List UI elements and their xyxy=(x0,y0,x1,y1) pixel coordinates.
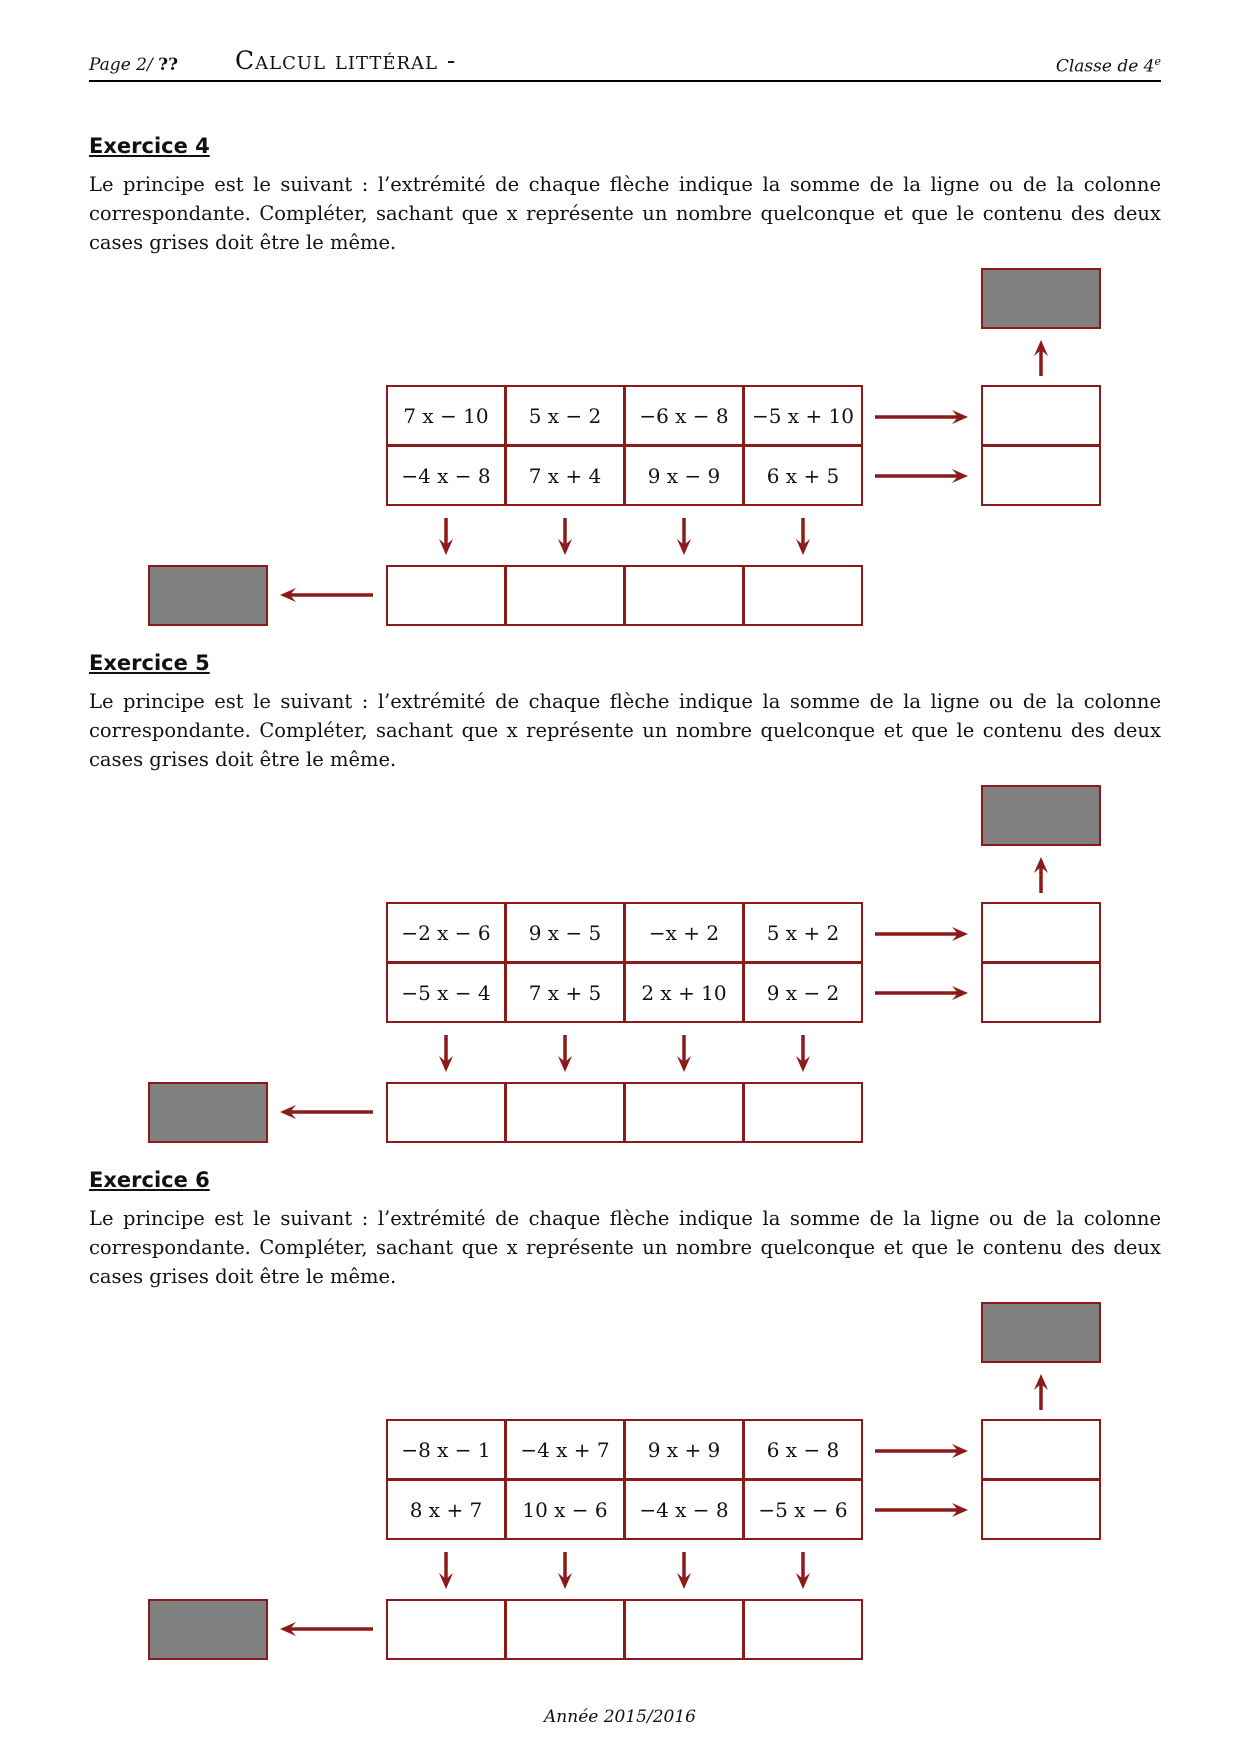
grid-cell: 7 x + 5 xyxy=(505,962,625,1023)
column-sum-cell[interactable] xyxy=(743,565,863,626)
grid-cell: −4 x + 7 xyxy=(505,1419,625,1480)
row-arrow xyxy=(865,983,978,1003)
column-sum-cell[interactable] xyxy=(505,1082,625,1143)
grid-cell: −6 x − 8 xyxy=(624,385,744,446)
row-sum-cell[interactable] xyxy=(981,445,1101,506)
grid-cell: 2 x + 10 xyxy=(624,962,744,1023)
grid-cell: −5 x + 10 xyxy=(743,385,863,446)
row-arrow xyxy=(865,924,978,944)
grid-cell: 8 x + 7 xyxy=(386,1479,506,1540)
gray-total-cell-top[interactable] xyxy=(981,785,1101,846)
row-arrow xyxy=(865,466,978,486)
exercise-title: Exercice 5 xyxy=(89,651,210,675)
column-arrow xyxy=(793,1542,813,1599)
sum-up-arrow xyxy=(1031,330,1051,386)
gray-total-cell-bottom[interactable] xyxy=(148,1599,268,1660)
grid-cell: −8 x − 1 xyxy=(386,1419,506,1480)
column-arrow xyxy=(793,508,813,565)
row-arrow xyxy=(865,407,978,427)
column-arrow xyxy=(793,1025,813,1082)
exercise-instructions: Le principe est le suivant : l’extrémité de chaque flèche indique la somme de la ligne ou de la colonne correspondante. Compléter, sachant que x représente un nombre quelconque et que le contenu des deux cases grises doit être le même. xyxy=(89,690,1161,771)
gray-total-cell-top[interactable] xyxy=(981,1302,1101,1363)
sum-left-arrow xyxy=(270,1619,383,1639)
column-arrow xyxy=(674,508,694,565)
grid-cell: 5 x + 2 xyxy=(743,902,863,963)
grid-cell: 7 x − 10 xyxy=(386,385,506,446)
column-sum-cell[interactable] xyxy=(386,1599,506,1660)
grid-cell: −4 x − 8 xyxy=(386,445,506,506)
row-sum-cell[interactable] xyxy=(981,385,1101,446)
grid-cell: −5 x − 6 xyxy=(743,1479,863,1540)
column-arrow xyxy=(555,508,575,565)
gray-total-cell-bottom[interactable] xyxy=(148,565,268,626)
row-arrow xyxy=(865,1441,978,1461)
document-title: Calcul littéral - xyxy=(235,46,457,75)
row-sum-cell[interactable] xyxy=(981,902,1101,963)
column-arrow xyxy=(555,1025,575,1082)
column-arrow xyxy=(436,1025,456,1082)
grid-cell: 9 x + 9 xyxy=(624,1419,744,1480)
column-sum-cell[interactable] xyxy=(624,1082,744,1143)
column-sum-cell[interactable] xyxy=(505,565,625,626)
gray-total-cell-top[interactable] xyxy=(981,268,1101,329)
exercise-title: Exercice 4 xyxy=(89,134,210,158)
sum-up-arrow xyxy=(1031,1364,1051,1420)
column-sum-cell[interactable] xyxy=(624,565,744,626)
exercise-instructions: Le principe est le suivant : l’extrémité de chaque flèche indique la somme de la ligne ou de la colonne correspondante. Compléter, sachant que x représente un nombre quelconque et que le contenu des deux cases grises doit être le même. xyxy=(89,1207,1161,1288)
grid-cell: 7 x + 4 xyxy=(505,445,625,506)
grid-cell: 5 x − 2 xyxy=(505,385,625,446)
page-header xyxy=(89,44,1161,82)
grid-cell: 6 x − 8 xyxy=(743,1419,863,1480)
exercise-instructions: Le principe est le suivant : l’extrémité de chaque flèche indique la somme de la ligne ou de la colonne correspondante. Compléter, sachant que x représente un nombre quelconque et que le contenu des deux cases grises doit être le même. xyxy=(89,173,1161,254)
class-label: Classe de 4e xyxy=(1055,55,1161,77)
column-sum-cell[interactable] xyxy=(743,1082,863,1143)
grid-cell: 9 x − 5 xyxy=(505,902,625,963)
column-arrow xyxy=(436,1542,456,1599)
column-arrow xyxy=(674,1025,694,1082)
grid-cell: 10 x − 6 xyxy=(505,1479,625,1540)
grid-cell: 9 x − 9 xyxy=(624,445,744,506)
grid-cell: −x + 2 xyxy=(624,902,744,963)
column-arrow xyxy=(674,1542,694,1599)
grid-cell: 6 x + 5 xyxy=(743,445,863,506)
grid-cell: −4 x − 8 xyxy=(624,1479,744,1540)
column-arrow xyxy=(436,508,456,565)
column-sum-cell[interactable] xyxy=(386,1082,506,1143)
column-sum-cell[interactable] xyxy=(624,1599,744,1660)
row-sum-cell[interactable] xyxy=(981,1419,1101,1480)
gray-total-cell-bottom[interactable] xyxy=(148,1082,268,1143)
column-arrow xyxy=(555,1542,575,1599)
exercise-title: Exercice 6 xyxy=(89,1168,210,1192)
column-sum-cell[interactable] xyxy=(386,565,506,626)
sum-left-arrow xyxy=(270,585,383,605)
sum-up-arrow xyxy=(1031,847,1051,903)
sum-left-arrow xyxy=(270,1102,383,1122)
grid-cell: −2 x − 6 xyxy=(386,902,506,963)
footer-year: Année 2015/2016 xyxy=(544,1707,696,1727)
page-number: Page 2/ ?? xyxy=(89,55,179,75)
grid-cell: −5 x − 4 xyxy=(386,962,506,1023)
grid-cell: 9 x − 2 xyxy=(743,962,863,1023)
row-arrow xyxy=(865,1500,978,1520)
column-sum-cell[interactable] xyxy=(743,1599,863,1660)
row-sum-cell[interactable] xyxy=(981,962,1101,1023)
column-sum-cell[interactable] xyxy=(505,1599,625,1660)
row-sum-cell[interactable] xyxy=(981,1479,1101,1540)
